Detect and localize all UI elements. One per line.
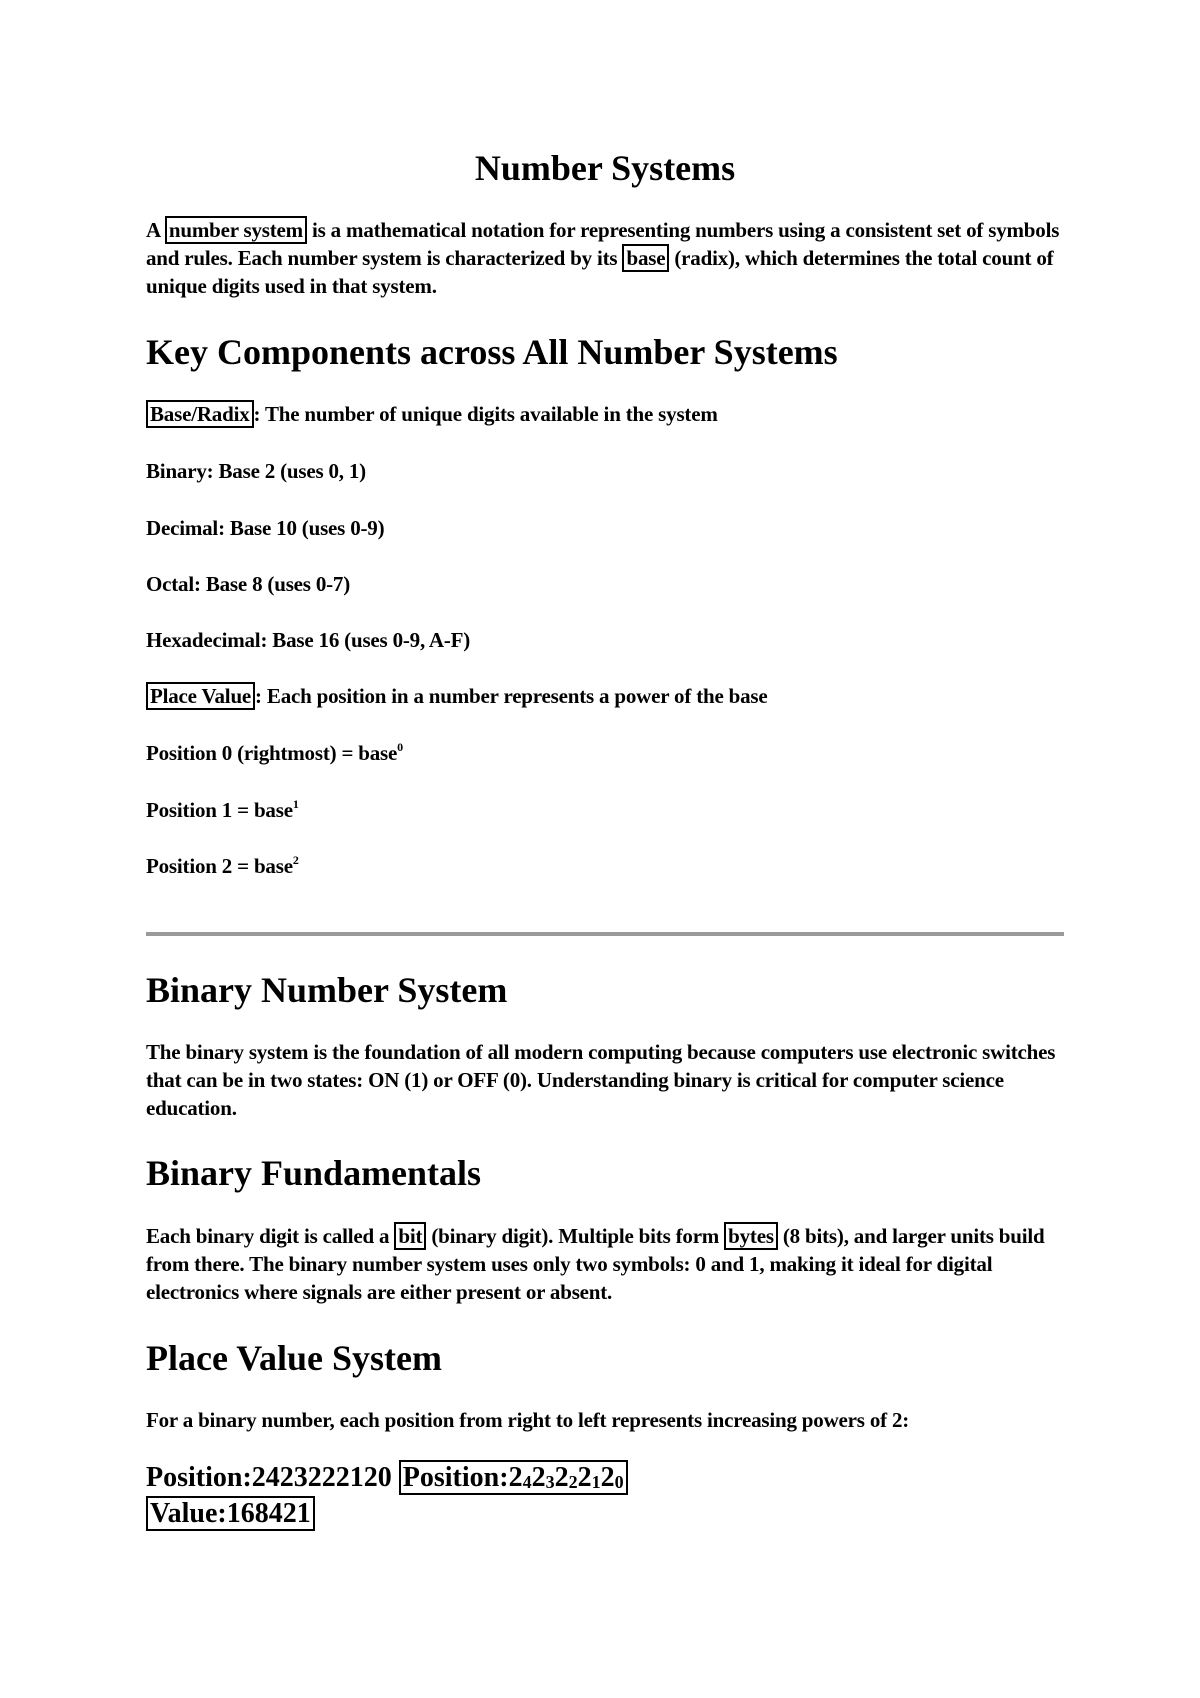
position-0-line: [146, 739, 1064, 767]
place-value-system-paragraph: For a binary number, each position from right to left represents increasing powers of 2:: [146, 1408, 910, 1432]
binary-fundamentals-paragraph: [146, 1222, 1064, 1306]
fundamentals-text-1: Each binary digit is called a: [146, 1224, 395, 1248]
pos-base: 2: [600, 1462, 615, 1493]
fundamentals-text-2: (binary digit). Multiple bits form: [426, 1224, 725, 1248]
position-row-plain: Position:2423222120: [146, 1462, 392, 1493]
place-value-text: : Each position in a number represents a power of the base: [255, 684, 768, 708]
term-number-system: number system: [165, 216, 307, 244]
position-row-boxed-label: Position:: [402, 1462, 509, 1493]
term-base-radix: Base/Radix: [146, 400, 254, 428]
pos-exp: 4: [522, 1472, 532, 1492]
pos-exp: 1: [591, 1472, 601, 1492]
term-bytes: bytes: [724, 1222, 778, 1250]
value-row: [146, 1496, 315, 1532]
position-2-exponent: 2: [292, 853, 299, 867]
position-2-label: Position 2 = base: [146, 854, 293, 878]
intro-paragraph: [146, 216, 1064, 300]
place-value-line: [146, 682, 1064, 710]
fundamentals-text-3: (8 bits), and larger units build from there. The binary number system uses only two symbols: 0 and 1, making it ideal for digital electronics where signals are either present or absent.: [146, 1224, 1045, 1304]
base-radix-line: [146, 400, 1064, 428]
page-title: Number Systems: [474, 148, 736, 188]
position-0-label: Position 0 (rightmost) = base: [146, 741, 398, 765]
binary-system-heading: Binary Number System: [146, 970, 508, 1010]
position-1-line: [146, 796, 1064, 824]
hexadecimal-base-line: Hexadecimal: Base 16 (uses 0-9, A-F): [146, 628, 471, 652]
position-row: [146, 1460, 628, 1496]
value-row-boxed: Value:168421: [146, 1496, 315, 1531]
term-bit: bit: [394, 1222, 426, 1250]
binary-system-paragraph: The binary system is the foundation of all modern computing because computers use electronic switches that can be in two states: ON (1) or OFF (0). Understanding binary is critical for computer science education.: [146, 1040, 1056, 1120]
position-2-line: [146, 852, 1064, 880]
term-place-value: Place Value: [146, 682, 255, 710]
base-radix-text: : The number of unique digits available in the system: [253, 402, 718, 426]
horizontal-divider: [146, 932, 1064, 936]
position-1-label: Position 1 = base: [146, 798, 293, 822]
position-1-exponent: 1: [292, 797, 299, 811]
pos-base: 2: [508, 1462, 523, 1493]
decimal-base-line: Decimal: Base 10 (uses 0-9): [146, 516, 385, 540]
term-base: base: [622, 244, 669, 272]
octal-base-line: Octal: Base 8 (uses 0-7): [146, 572, 351, 596]
intro-text-3: (radix), which determines the total count of unique digits used in that system.: [146, 246, 1054, 298]
pos-exp: 0: [614, 1472, 624, 1492]
key-components-heading: Key Components across All Number Systems: [146, 332, 838, 372]
pos-base: 2: [577, 1462, 592, 1493]
position-row-boxed: [399, 1460, 628, 1495]
pos-exp: 2: [568, 1472, 578, 1492]
pos-base: 2: [531, 1462, 546, 1493]
place-value-system-heading: Place Value System: [146, 1338, 442, 1378]
intro-text-2: is a mathematical notation for representing numbers using a consistent set of symbols and rules. Each number system is characterized by its: [146, 218, 1060, 270]
pos-base: 2: [554, 1462, 569, 1493]
intro-text-1: A: [146, 218, 165, 242]
binary-fundamentals-heading: Binary Fundamentals: [146, 1153, 482, 1193]
binary-base-line: Binary: Base 2 (uses 0, 1): [146, 459, 366, 483]
pos-exp: 3: [545, 1472, 555, 1492]
position-0-exponent: 0: [397, 740, 403, 754]
